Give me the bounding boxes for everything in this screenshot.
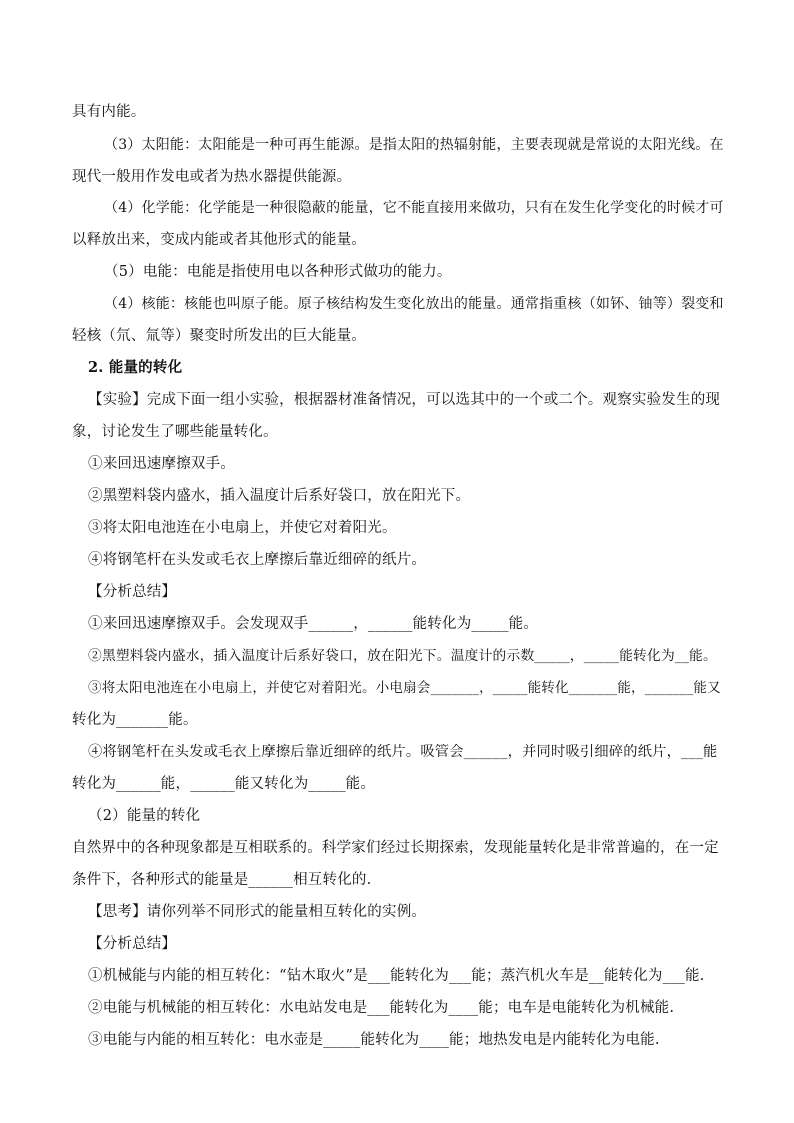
text-line: （4）核能：核能也叫原子能。原子核结构发生变化放出的能量。通常指重核（如钚、铀等）裂变和 <box>104 296 724 312</box>
text-line: （5）电能：电能是指使用电以各种形式做功的能力。 <box>104 264 452 280</box>
text-line: ③将太阳电池连在小电扇上，并使它对着阳光。 <box>88 520 397 536</box>
text-line: ②黑塑料袋内盛水，插入温度计后系好袋口，放在阳光下。 <box>88 488 471 504</box>
text-line: 现代一般用作发电或者为热水器提供能源。 <box>72 169 352 185</box>
text-line: 以释放出来，变成内能或者其他形式的能量。 <box>72 232 366 248</box>
text-line: 转化为_______能。 <box>72 712 198 728</box>
text-line: ①来回迅速摩擦双手。 <box>88 456 235 472</box>
section-heading: 2. 能量的转化 <box>88 359 183 376</box>
text-line: 【实验】完成下面一组小实验，根据器材准备情况，可以选其中的一个或二个。观察实验发生的现 <box>88 392 721 408</box>
text-line: ④将钢笔杆在头发或毛衣上摩擦后靠近细碎的纸片。 <box>88 552 427 568</box>
text-line: ②黑塑料袋内盛水，插入温度计后系好袋口，放在阳光下。温度计的示数_____，_____能转化为__能。 <box>88 648 717 664</box>
text-line: （2）能量的转化 <box>88 808 201 824</box>
text-line: ④将钢笔杆在头发或毛衣上摩擦后靠近细碎的纸片。吸管会______，并同时吸引细碎的纸片，___能 <box>88 744 718 760</box>
text-line: ②电能与机械能的相互转化：水电站发电是___能转化为____能；电车是电能转化为机械能. <box>88 1000 675 1016</box>
text-line: （3）太阳能：太阳能是一种可再生能源。是指太阳的热辐射能，主要表现就是常说的太阳光线。在 <box>104 137 724 153</box>
text-line: ③将太阳电池连在小电扇上，并使它对着阳光。小电扇会_______，_____能转化_______能，_______能又 <box>88 680 721 696</box>
text-line: 条件下，各种形式的能量是______相互转化的. <box>72 872 372 888</box>
text-line: （4）化学能：化学能是一种很隐蔽的能量，它不能直接用来做功，只有在发生化学变化的时候才可 <box>104 200 724 216</box>
text-line: ①来回迅速摩擦双手。会发现双手______，______能转化为_____能。 <box>88 616 539 632</box>
text-line: 具有内能。 <box>72 104 146 120</box>
text-line: 象，讨论发生了哪些能量转化。 <box>72 424 278 440</box>
text-line: 转化为______能，______能又转化为_____能。 <box>72 776 376 792</box>
text-line: 【分析总结】 <box>88 584 177 600</box>
text-line: 轻核（氘、氚等）聚变时所发出的巨大能量。 <box>72 328 366 344</box>
text-line: ①机械能与内能的相互转化：“钻木取火”是___能转化为___能；蒸汽机火车是__能转化为___能. <box>88 968 705 984</box>
text-line: 自然界中的各种现象都是互相联系的。科学家们经过长期探索，发现能量转化是非常普遍的，在一定 <box>72 840 719 856</box>
text-line: 【分析总结】 <box>88 936 177 952</box>
text-line: ③电能与内能的相互转化：电水壶是_____能转化为____能；地热发电是内能转化为电能. <box>88 1032 660 1048</box>
text-line: 【思考】请你列举不同形式的能量相互转化的实例。 <box>88 904 427 920</box>
